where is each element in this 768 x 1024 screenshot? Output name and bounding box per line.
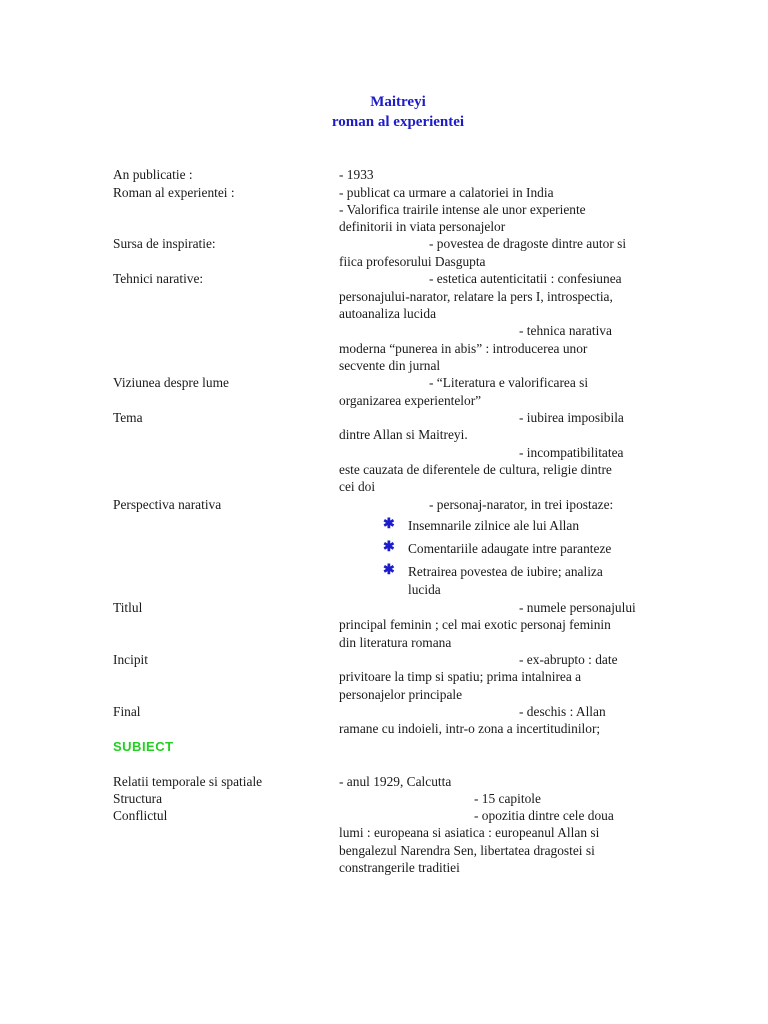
value-conflictul-2: lumi : europeana si asiatica : europeanul Allan si <box>339 825 600 840</box>
value-titlul-2: principal feminin ; cel mai exotic personaj feminin <box>339 617 611 632</box>
value-tema-2: dintre Allan si Maitreyi. <box>339 427 468 442</box>
label-viziunea: Viziunea despre lume <box>113 375 229 390</box>
value-sursa-1: - povestea de dragoste dintre autor si <box>429 236 627 251</box>
value-final-1: - deschis : Allan <box>519 704 606 719</box>
value-structura: - 15 capitole <box>474 791 541 806</box>
value-tema-3: - incompatibilitatea <box>519 445 624 460</box>
value-perspectiva-1: - personaj-narator, in trei ipostaze: <box>429 497 614 512</box>
value-titlul-3: din literatura romana <box>339 635 452 650</box>
bullet-item: Insemnarile zilnice ale lui Allan <box>408 518 580 533</box>
bullet-star-icon: ✱ <box>383 563 395 578</box>
bullet-star-icon: ✱ <box>383 517 395 532</box>
label-an-publicatie: An publicatie : <box>113 167 193 182</box>
label-sursa: Sursa de inspiratie: <box>113 236 216 251</box>
value-incipit-2: privitoare la timp si spatiu; prima intalnirea a <box>339 669 582 684</box>
label-titlul: Titlul <box>113 600 143 615</box>
bullet-item: Comentariile adaugate intre paranteze <box>408 541 612 556</box>
value-conflictul-3: bengalezul Narendra Sen, libertatea dragostei si <box>339 843 595 858</box>
value-an-publicatie: - 1933 <box>339 167 374 182</box>
value-conflictul-4: constrangerile traditiei <box>339 860 460 875</box>
value-roman-2: - Valorifica trairile intense ale unor experiente <box>339 202 586 217</box>
value-titlul-1: - numele personajului <box>519 600 636 615</box>
section-heading-subiect: SUBIECT <box>113 739 174 754</box>
value-roman-1: - publicat ca urmare a calatoriei in India <box>339 185 554 200</box>
value-incipit-1: - ex-abrupto : date <box>519 652 618 667</box>
value-sursa-2: fiica profesorului Dasgupta <box>339 254 486 269</box>
value-viziunea-1: - “Literatura e valorificarea si <box>429 375 589 390</box>
label-final: Final <box>113 704 141 719</box>
label-tehnici: Tehnici narative: <box>113 271 204 286</box>
label-relatii: Relatii temporale si spatiale <box>113 774 263 789</box>
label-structura: Structura <box>113 791 163 806</box>
value-relatii: - anul 1929, Calcutta <box>339 774 452 789</box>
bullet-item: Retrairea povestea de iubire; analiza <box>408 564 603 579</box>
label-roman: Roman al experientei : <box>113 185 235 200</box>
value-incipit-3: personajelor principale <box>339 687 463 702</box>
label-perspectiva: Perspectiva narativa <box>113 497 222 512</box>
value-tema-1: - iubirea imposibila <box>519 410 624 425</box>
label-conflictul: Conflictul <box>113 808 168 823</box>
bullet-item-continuation: lucida <box>408 582 441 597</box>
value-conflictul-1: - opozitia dintre cele doua <box>474 808 614 823</box>
value-roman-3: definitorii in viata personajelor <box>339 219 506 234</box>
value-tehnici-6: secvente din jurnal <box>339 358 441 373</box>
label-tema: Tema <box>113 410 143 425</box>
value-tema-5: cei doi <box>339 479 376 494</box>
label-incipit: Incipit <box>113 652 148 667</box>
value-viziunea-2: organizarea experientelor” <box>339 393 482 408</box>
document-subtitle: roman al experientei <box>331 114 465 130</box>
document-title: Maitreyi <box>370 94 426 110</box>
value-final-2: ramane cu indoieli, intr-o zona a incertitudinilor; <box>339 721 601 736</box>
value-tehnici-2: personajului-narator, relatare la pers I, introspectia, <box>339 289 613 304</box>
value-tehnici-1: - estetica autenticitatii : confesiunea <box>429 271 622 286</box>
value-tehnici-3: autoanaliza lucida <box>339 306 437 321</box>
value-tehnici-5: moderna “punerea in abis” : introducerea unor <box>339 341 588 356</box>
value-tehnici-4: - tehnica narativa <box>519 323 612 338</box>
bullet-star-icon: ✱ <box>383 540 395 555</box>
value-tema-4: este cauzata de diferentele de cultura, religie dintre <box>339 462 612 477</box>
